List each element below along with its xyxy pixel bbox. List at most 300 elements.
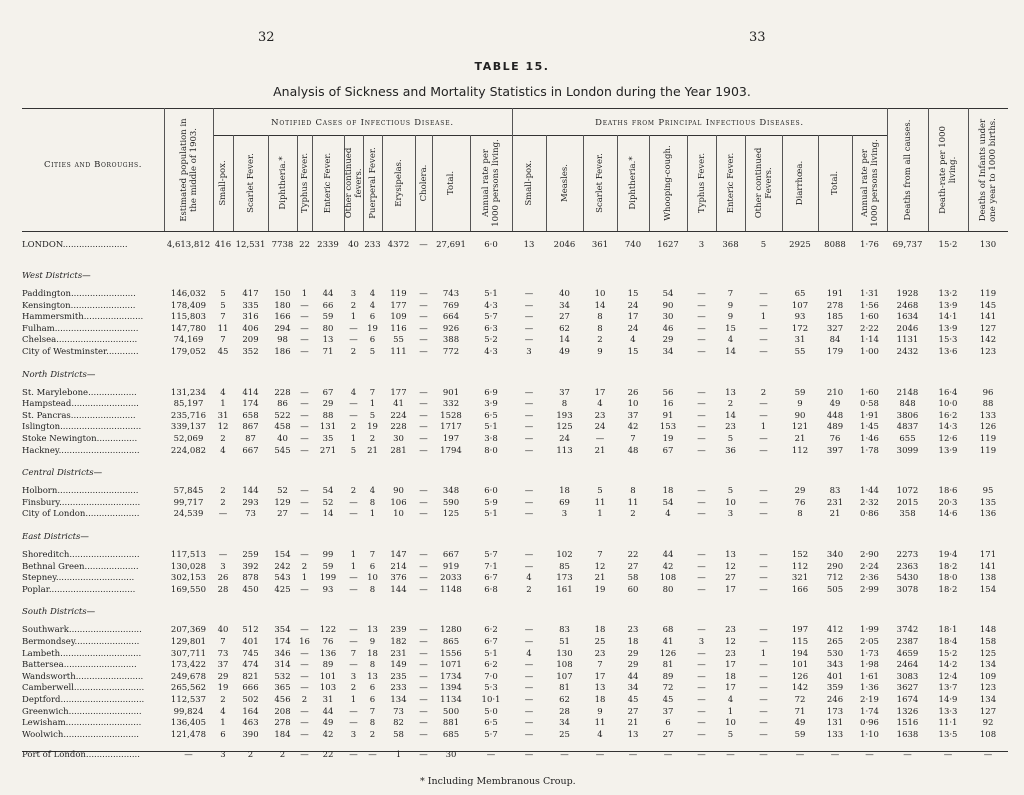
table-cell: 10 [393, 509, 404, 520]
right-page-number: 33 [749, 30, 766, 45]
table-cell: — [697, 695, 706, 705]
table-cell: 129 [274, 497, 291, 508]
table-cell: 1674 [896, 695, 919, 705]
table-cell: — [419, 434, 428, 444]
column-rule [852, 135, 853, 231]
table-cell: 2·19 [860, 695, 879, 705]
table-cell: 13 [367, 625, 378, 636]
table-cell: 136 [319, 648, 337, 659]
table-cell: 545 [274, 445, 291, 456]
table-cell: — [983, 750, 993, 761]
table-cell: 8 [369, 584, 376, 595]
table-cell: 3627 [896, 683, 919, 694]
table-cell: 4 [597, 399, 603, 410]
table-cell: 2 [350, 486, 357, 497]
table-cell: 30 [662, 312, 674, 323]
table-cell: — [759, 718, 768, 729]
table-cell: 7 [369, 706, 376, 717]
table-cell: — [524, 509, 534, 520]
table-cell: — [349, 584, 358, 595]
column-rule [233, 135, 234, 231]
section-heading: South Districts— [22, 607, 96, 618]
table-cell: 13·2 [938, 289, 958, 299]
table-cell: 113 [556, 445, 573, 456]
table-cell: 1 [301, 289, 308, 299]
table-cell: 281 [390, 445, 407, 456]
table-cell: 130 [979, 240, 997, 250]
table-cell: — [419, 729, 428, 740]
table-cell: — [419, 683, 428, 694]
table-cell: 6 [369, 683, 376, 694]
table-cell: — [419, 486, 428, 497]
table-cell: 5 [727, 486, 734, 497]
table-cell: — [697, 312, 706, 323]
table-cell: 5 [760, 240, 767, 250]
table-cell: 18·0 [938, 573, 958, 584]
table-cell: — [349, 323, 358, 334]
table-cell: — [300, 648, 309, 659]
table-cell: 127 [979, 323, 997, 334]
table-cell: 4 [526, 648, 532, 659]
table-cell: 1·61 [860, 671, 879, 682]
leader-dots: ............... [96, 434, 138, 444]
table-cell: 73 [217, 648, 229, 659]
table-cell: 265 [826, 637, 844, 647]
table-cell: — [524, 706, 534, 717]
table-cell: — [759, 486, 768, 497]
table-cell: 14·3 [938, 422, 958, 433]
table-cell: 115,803 [170, 312, 207, 323]
table-cell: 13 [594, 683, 606, 694]
table-cell: 901 [442, 387, 460, 398]
table-cell: 23 [594, 648, 606, 659]
table-cell: 235,716 [170, 410, 207, 421]
table-cell: 134 [979, 660, 997, 671]
table-cell: 123 [979, 683, 997, 694]
table-cell: 23 [627, 625, 639, 636]
row-label [22, 399, 158, 409]
table-cell: — [865, 750, 874, 761]
table-cell: 17 [725, 683, 736, 694]
table-cell: 99,824 [173, 706, 204, 717]
table-cell: 7738 [271, 240, 294, 250]
table-cell: 42 [322, 729, 334, 740]
table-cell: — [759, 289, 768, 299]
table-cell: — [419, 445, 428, 456]
table-cell: — [419, 584, 428, 595]
column-rule [164, 108, 165, 231]
row-label [22, 683, 158, 693]
table-cell: 107 [556, 671, 573, 682]
table-cell: 34 [627, 683, 639, 694]
table-cell: 154 [979, 584, 997, 595]
table-cell: — [697, 625, 706, 636]
table-cell: 76 [829, 434, 841, 444]
table-cell: 5·1 [484, 648, 498, 659]
table-cell: 1·44 [860, 486, 879, 497]
table-cell: 21 [367, 445, 378, 456]
table-cell: 49 [794, 718, 806, 729]
table-cell: 45 [627, 695, 639, 705]
table-cell: 21 [829, 509, 841, 520]
table-cell: 54 [322, 486, 334, 497]
table-cell: 214 [390, 561, 407, 572]
table-cell: 49 [829, 399, 841, 410]
table-cell: 18 [594, 695, 606, 705]
table-cell: 0·58 [860, 399, 879, 410]
table-cell: 3 [561, 509, 568, 520]
table-cell: 14 [594, 300, 606, 311]
table-cell: 62 [559, 323, 570, 334]
table-cell: 6·5 [484, 718, 498, 729]
table-cell: — [349, 637, 358, 647]
table-cell: 4,613,812 [166, 240, 211, 250]
table-cell: — [419, 240, 428, 250]
table-row [22, 585, 1008, 598]
table-cell: 249,678 [170, 671, 207, 682]
table-cell: 19 [662, 434, 674, 444]
borough-name: Shoreditch [22, 550, 70, 560]
table-cell: 177 [390, 387, 407, 398]
table-cell: 88 [322, 410, 334, 421]
table-cell: 109 [390, 312, 407, 323]
table-cell: 41 [393, 399, 404, 410]
column-header: Scarlet Fever. [595, 153, 605, 213]
table-cell: — [300, 434, 309, 444]
table-cell: 412 [826, 625, 844, 636]
table-cell: 8 [369, 497, 376, 508]
table-cell: — [759, 695, 768, 705]
table-cell: 136,405 [170, 718, 207, 729]
table-cell: — [697, 671, 706, 682]
table-cell: 231 [390, 648, 407, 659]
table-cell: 3·9 [484, 399, 498, 410]
leader-dots: ............................. [55, 573, 135, 584]
table-cell: 2 [247, 750, 254, 761]
table-cell: 2 [350, 683, 357, 694]
table-cell: 125 [556, 422, 573, 433]
table-cell: 27 [559, 312, 570, 323]
table-cell: 307,711 [170, 648, 207, 659]
table-cell: 30 [445, 750, 457, 761]
table-cell: 505 [826, 584, 844, 595]
row-label [22, 550, 158, 560]
table-cell: — [697, 422, 706, 433]
table-cell: 6 [220, 729, 226, 740]
table-cell: 1638 [896, 729, 919, 740]
table-cell: 6·5 [484, 410, 498, 421]
table-cell: 543 [274, 573, 291, 584]
table-cell: 71 [794, 706, 806, 717]
column-header: Other continued fevers. [343, 147, 364, 219]
table-cell: 85 [559, 561, 570, 572]
table-cell: 685 [442, 729, 460, 740]
table-cell: 358 [899, 509, 916, 520]
table-cell: — [759, 335, 768, 346]
table-cell: 40 [348, 240, 359, 250]
table-cell: 231 [826, 497, 844, 508]
column-header: Diphtheria.* [277, 156, 288, 210]
column-header: Small-pox. [524, 160, 534, 206]
table-cell: 327 [826, 323, 844, 334]
table-cell: 37 [627, 410, 639, 421]
table-cell: — [759, 625, 768, 636]
table-cell: 102 [556, 550, 573, 560]
column-header: Erysipelas. [393, 159, 404, 207]
table-cell: 48 [627, 445, 639, 456]
table-cell: 6 [369, 561, 376, 572]
table-cell: 101 [791, 660, 809, 671]
header-cities-and-boroughs: Cities and Boroughs. [43, 160, 143, 170]
table-label: TABLE 15. [474, 60, 550, 73]
table-cell: 9 [597, 347, 603, 357]
table-cell: — [903, 750, 912, 761]
column-header: Cholera. [418, 164, 429, 202]
table-cell: 121,478 [170, 729, 207, 740]
table-cell: 474 [242, 660, 259, 671]
table-cell: 425 [274, 584, 291, 595]
table-cell: — [349, 410, 358, 421]
table-cell: 21 [594, 445, 606, 456]
table-cell: 144 [390, 584, 407, 595]
table-cell: — [300, 300, 309, 311]
table-cell: 17 [594, 387, 606, 398]
table-cell: 401 [242, 637, 259, 647]
table-cell: 5·1 [484, 509, 498, 520]
column-header: Other continued Fevers. [753, 147, 774, 219]
table-cell: 265,562 [170, 683, 207, 694]
borough-name: Deptford [22, 695, 61, 705]
table-cell: — [759, 660, 768, 671]
table-cell: 164 [242, 706, 259, 717]
table-cell: 44 [322, 706, 334, 717]
table-cell: 1634 [896, 312, 919, 323]
table-cell: 1·45 [860, 422, 879, 433]
table-cell: 7 [350, 648, 357, 659]
table-cell: 42 [662, 561, 674, 572]
table-cell: 134 [390, 695, 407, 705]
table-cell: 821 [242, 671, 259, 682]
table-cell: 294 [274, 323, 291, 334]
table-cell: 361 [591, 240, 609, 250]
table-cell: 1928 [896, 289, 919, 299]
table-cell: 15·3 [938, 335, 958, 346]
table-cell: 2925 [789, 240, 811, 250]
table-cell: 45 [217, 347, 229, 357]
table-cell: 154 [274, 550, 291, 560]
table-cell: 740 [624, 240, 642, 250]
column-header: Typhus Fever. [696, 152, 707, 214]
table-cell: 4 [369, 300, 376, 311]
table-cell: 148 [979, 625, 997, 636]
table-cell: — [218, 509, 228, 520]
table-cell: 8 [369, 660, 376, 671]
table-cell: 10 [725, 497, 736, 508]
table-cell: 12 [725, 561, 736, 572]
table-cell: — [349, 660, 358, 671]
table-cell: — [419, 625, 428, 636]
table-cell: 166 [274, 312, 291, 323]
row-label [22, 411, 158, 421]
table-cell: 16 [299, 637, 310, 647]
column-rule [782, 135, 783, 231]
table-cell: — [300, 312, 309, 323]
table-cell: 144 [242, 486, 259, 497]
table-cell: 1 [727, 706, 734, 717]
table-cell: 10 [627, 399, 639, 410]
table-cell: 134 [979, 695, 997, 705]
table-cell: 881 [442, 718, 460, 729]
table-cell: 116 [390, 323, 407, 334]
table-cell: — [419, 422, 428, 433]
table-cell: 7·0 [484, 671, 498, 682]
table-cell: — [697, 550, 706, 560]
row-label [22, 388, 158, 398]
table-cell: — [697, 750, 706, 761]
table-row [22, 509, 1008, 522]
table-cell: 42 [627, 422, 639, 433]
table-cell: 169,550 [170, 584, 207, 595]
column-rule [583, 135, 584, 231]
table-cell: 166 [791, 584, 809, 595]
table-cell: 343 [826, 660, 844, 671]
table-cell: 10·0 [938, 399, 958, 410]
table-cell: 2 [220, 497, 226, 508]
table-cell: — [595, 434, 605, 444]
leader-dots: ............................... [60, 695, 145, 705]
table-cell: 109 [979, 671, 997, 682]
table-cell: 522 [274, 410, 291, 421]
table-cell: 4 [350, 387, 357, 398]
table-cell: 1280 [440, 625, 462, 636]
table-cell: 3 [698, 240, 705, 250]
table-cell: 59 [794, 387, 806, 398]
table-cell: 1134 [440, 695, 462, 705]
table-cell: — [300, 497, 309, 508]
table-cell: 10 [725, 718, 736, 729]
table-cell: — [419, 718, 428, 729]
table-cell: 246 [826, 695, 844, 705]
table-cell: 271 [319, 445, 337, 456]
table-cell: — [524, 683, 534, 694]
table-cell: 186 [274, 347, 291, 357]
table-cell: 174 [242, 399, 259, 410]
table-cell: 60 [627, 584, 639, 595]
table-cell: 81 [662, 660, 674, 671]
table-cell: 5·0 [484, 706, 498, 717]
table-cell: 119 [979, 289, 997, 299]
column-header: Enteric Fever. [725, 152, 736, 214]
table-cell: 9 [727, 312, 734, 323]
table-cell: — [595, 750, 605, 761]
row-label [22, 498, 158, 508]
table-cell: 49 [322, 718, 334, 729]
table-cell: 52 [322, 497, 334, 508]
table-cell: 71 [322, 347, 334, 357]
table-cell: 7 [369, 550, 376, 560]
borough-name: Stoke Newington [22, 434, 97, 444]
table-cell: — [759, 584, 768, 595]
table-cell: 14 [725, 347, 736, 357]
table-cell: — [524, 300, 534, 311]
table-cell: 119 [979, 445, 997, 456]
table-cell: 90 [794, 410, 806, 421]
borough-name: Woolwich [22, 729, 64, 740]
table-cell: 745 [242, 648, 259, 659]
table-cell: 7 [630, 434, 636, 444]
column-header: Enteric Fever. [323, 152, 333, 214]
table-cell: 89 [322, 660, 334, 671]
table-cell: — [830, 750, 840, 761]
table-cell: 5·7 [484, 729, 498, 740]
table-cell: 82 [393, 718, 404, 729]
table-cell: 458 [274, 422, 291, 433]
table-cell: 12,531 [235, 240, 266, 250]
table-cell: 450 [242, 584, 259, 595]
table-cell: 2 [279, 750, 286, 761]
row-label [22, 625, 158, 635]
table-cell: 1·60 [860, 387, 879, 398]
table-cell: — [697, 497, 706, 508]
table-cell: — [349, 497, 358, 508]
borough-name: Southwark [22, 625, 69, 636]
table-cell: 388 [442, 335, 460, 346]
table-cell: 30 [393, 434, 404, 444]
table-cell: — [524, 422, 534, 433]
table-cell: 34 [559, 300, 570, 311]
table-cell: 919 [442, 561, 460, 572]
row-label [22, 672, 158, 682]
table-cell: 6 [369, 335, 376, 346]
table-cell: — [349, 625, 358, 636]
table-cell: 1326 [896, 706, 919, 717]
table-cell: 278 [826, 300, 844, 311]
footnote: * Including Membranous Croup. [420, 776, 576, 787]
table-cell: 177 [390, 300, 407, 311]
table-cell: 9 [597, 706, 603, 717]
column-rule [716, 135, 717, 231]
table-cell: — [300, 347, 309, 357]
table-cell: 5·7 [484, 550, 498, 560]
table-cell: 146,032 [170, 289, 207, 299]
table-cell: 1 [760, 648, 767, 659]
table-cell: — [419, 671, 428, 682]
table-cell: 1 [350, 561, 357, 572]
table-cell: — [419, 573, 428, 584]
borough-name: St. Marylebone [22, 387, 89, 398]
table-cell: 10·1 [481, 695, 501, 705]
table-cell: 135 [979, 497, 997, 508]
table-cell: 22 [299, 240, 310, 250]
table-cell: 179 [826, 347, 844, 357]
borough-name: Port of London [22, 750, 86, 761]
table-cell: 1·73 [860, 648, 879, 659]
table-cell: — [524, 497, 534, 508]
table-cell: 18·6 [938, 486, 958, 497]
table-cell: 1·91 [860, 410, 879, 421]
table-cell: — [300, 718, 309, 729]
table-cell: 1·31 [860, 289, 879, 299]
table-cell: 4837 [896, 422, 919, 433]
table-cell: 769 [442, 300, 460, 311]
table-cell: 6·7 [484, 637, 498, 647]
table-cell: 8 [369, 718, 376, 729]
leader-dots: ......................... [71, 399, 139, 410]
table-cell: 3 [526, 347, 532, 357]
table-cell: 14 [322, 509, 334, 520]
table-cell: 4 [220, 706, 226, 717]
table-cell: 22 [627, 550, 639, 560]
